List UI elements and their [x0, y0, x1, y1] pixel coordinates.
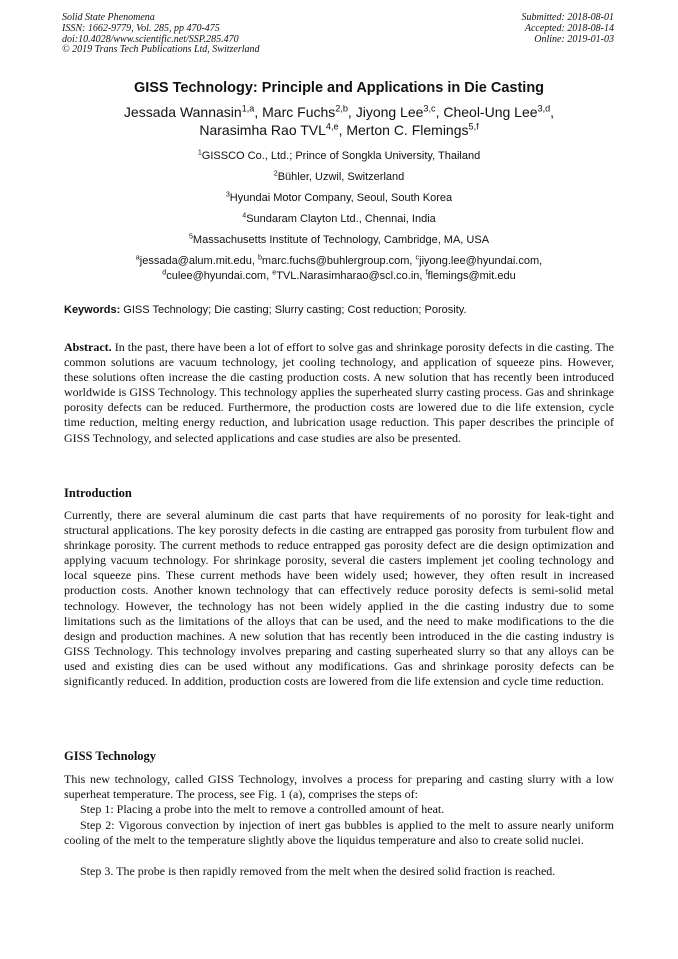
- affiliation-text: Bühler, Uzwil, Switzerland: [277, 171, 405, 183]
- giss-intro-text: This new technology, called GISS Technology, involves a process for preparing and casting slurry with a low superheat temperature. The process, see Fig. 1 (a), comprises the steps of:: [64, 772, 614, 802]
- email-line-1: [0, 254, 678, 269]
- online-date: Online: 2019-01-03: [534, 33, 614, 45]
- affiliation: [0, 213, 678, 225]
- author-name: Merton C. Flemings: [346, 122, 469, 138]
- author-name: Jiyong Lee: [355, 104, 424, 120]
- dates-info: [522, 13, 615, 45]
- affiliation-text: Hyundai Motor Company, Seoul, South Korea: [229, 192, 453, 204]
- author-affiliation-mark: 1,a: [241, 103, 255, 114]
- author-name: Narasimha Rao TVL: [199, 122, 326, 138]
- process-step: Step 3. The probe is then rapidly removed from the melt when the desired solid fraction is reached.: [80, 864, 556, 878]
- author-affiliation-mark: 4,e: [325, 121, 339, 132]
- copyright: © 2019 Trans Tech Publications Ltd, Switzerland: [62, 44, 260, 56]
- doi[interactable]: doi:10.4028/www.scientific.net/SSP.285.470: [62, 33, 239, 45]
- affiliation: [0, 150, 678, 162]
- abstract-label: Abstract.: [64, 340, 112, 354]
- email-link[interactable]: marc.fuchs@buhlergroup.com,: [261, 255, 416, 267]
- paper-title: GISS Technology: Principle and Applications in Die Casting: [133, 80, 545, 96]
- author-name: Marc Fuchs: [262, 104, 336, 120]
- introduction-text: Currently, there are several aluminum die cast parts that have requirements of no porosity for leak-tight and structural applications. The key porosity defects in die casting are entrapped gas porosity from turbulent flow and shrinkage porosity. The current methods to reduce entrapped gas porosity defect are die design optimization and applying vacuum technology. For shrinkage porosity, several die casters implement jet cooling technology and local squeeze pins. These current methods have been widely used; however, they often result in increased production costs. Another known technology that can effectively reduce porosity defects is semi-solid metal technology. However, the technology has not been widely applied in the die casting industry due to some limitations such as the limitations of the alloys that can be used, and the need to make modifications to the die design and production machines. A new solution that has recently been introduced in the die casting industry is GISS Technology. This technology involves preparing and casting superheated slurry so that any alloys can be used and existing dies can be used without any modifications. Gas and shrinkage porosity defects can be significantly reduced. In addition, production costs are lowered from die life extension and cycle time reduction.: [64, 508, 614, 689]
- author-affiliation-mark: 3,c: [423, 103, 436, 114]
- author-separator: ,: [254, 104, 263, 120]
- email-list: [0, 254, 678, 284]
- affiliation-number: 3: [225, 190, 230, 199]
- process-step: Step 2: Vigorous convection by injection of inert gas bubbles is applied to the melt to assure nearly uniform cooling of the melt to the temperature slightly above the liquidus temperature and also to create solid nuclei.: [64, 818, 614, 848]
- affiliation: [0, 234, 678, 246]
- keywords-label: Keywords:: [64, 304, 121, 316]
- affiliation-text: Massachusetts Institute of Technology, Cambridge, MA, USA: [192, 234, 490, 246]
- email-link[interactable]: TVL.Narasimharao@scl.co.in,: [276, 270, 426, 282]
- issn: ISSN: 1662-9779, Vol. 285, pp 470-475: [62, 22, 220, 34]
- affiliation-text: GISSCO Co., Ltd.; Prince of Songkla University, Thailand: [201, 150, 481, 162]
- author-separator: ,: [435, 104, 444, 120]
- abstract: [64, 340, 614, 446]
- email-mark: f: [425, 268, 428, 277]
- author-separator: ,: [338, 122, 347, 138]
- keywords: [64, 304, 616, 316]
- email-mark: b: [257, 253, 262, 262]
- affiliation-number: 5: [188, 232, 193, 241]
- author-line-1: [0, 103, 678, 121]
- email-line-2: [0, 269, 678, 284]
- email-mark: e: [272, 268, 277, 277]
- affiliation: [0, 192, 678, 204]
- keywords-text: GISS Technology; Die casting; Slurry casting; Cost reduction; Porosity.: [120, 304, 467, 316]
- email-link[interactable]: jiyong.lee@hyundai.com,: [419, 255, 543, 267]
- author-affiliation-mark: 5,f: [468, 121, 479, 132]
- affiliation-text: Sundaram Clayton Ltd., Chennai, India: [246, 213, 436, 225]
- author-affiliation-mark: 2,b: [335, 103, 348, 114]
- affiliation-number: 1: [197, 148, 202, 157]
- submitted-date: Submitted: 2018-08-01: [521, 12, 614, 23]
- author-separator: ,: [347, 104, 356, 120]
- abstract-text: In the past, there have been a lot of effort to solve gas and shrinkage porosity defects in die casting. The common solutions are vacuum technology, jet cooling technology, and application of squeeze pins. However, these solutions often increase the die casting production costs. A new solution that has recently been introduced worldwide is GISS Technology. This technology applies the superheated slurry casting process. Gas and shrinkage porosity defects can be reduced. Furthermore, the production costs are lowered due to die life extension, cycle time reduction, melting energy reduction, and lubrication usage reduction. This paper describes the principle of GISS Technology, and selected applications and case studies are also be presented.: [64, 340, 614, 445]
- journal-info: [62, 13, 260, 56]
- email-mark: d: [162, 268, 167, 277]
- email-link[interactable]: culee@hyundai.com,: [166, 270, 273, 282]
- email-mark: a: [135, 253, 140, 262]
- author-name: Jessada Wannasin: [123, 104, 242, 120]
- affiliation: [0, 171, 678, 183]
- author-affiliation-mark: 3,d: [537, 103, 551, 114]
- email-mark: c: [415, 253, 420, 262]
- author-line-2: [0, 121, 678, 139]
- author-separator: ,: [550, 104, 555, 120]
- accepted-date: Accepted: 2018-08-14: [524, 22, 614, 34]
- email-link[interactable]: jessada@alum.mit.edu,: [139, 255, 258, 267]
- section-heading-introduction: Introduction: [64, 486, 132, 500]
- author-list: [0, 103, 678, 139]
- process-step: Step 1: Placing a probe into the melt to remove a controlled amount of heat.: [80, 802, 445, 816]
- affiliation-number: 2: [273, 169, 278, 178]
- author-name: Cheol-Ung Lee: [443, 104, 538, 120]
- email-link[interactable]: flemings@mit.edu: [427, 270, 516, 282]
- journal-name: Solid State Phenomena: [62, 12, 155, 23]
- section-heading-giss: GISS Technology: [64, 749, 157, 763]
- affiliation-number: 4: [242, 211, 247, 220]
